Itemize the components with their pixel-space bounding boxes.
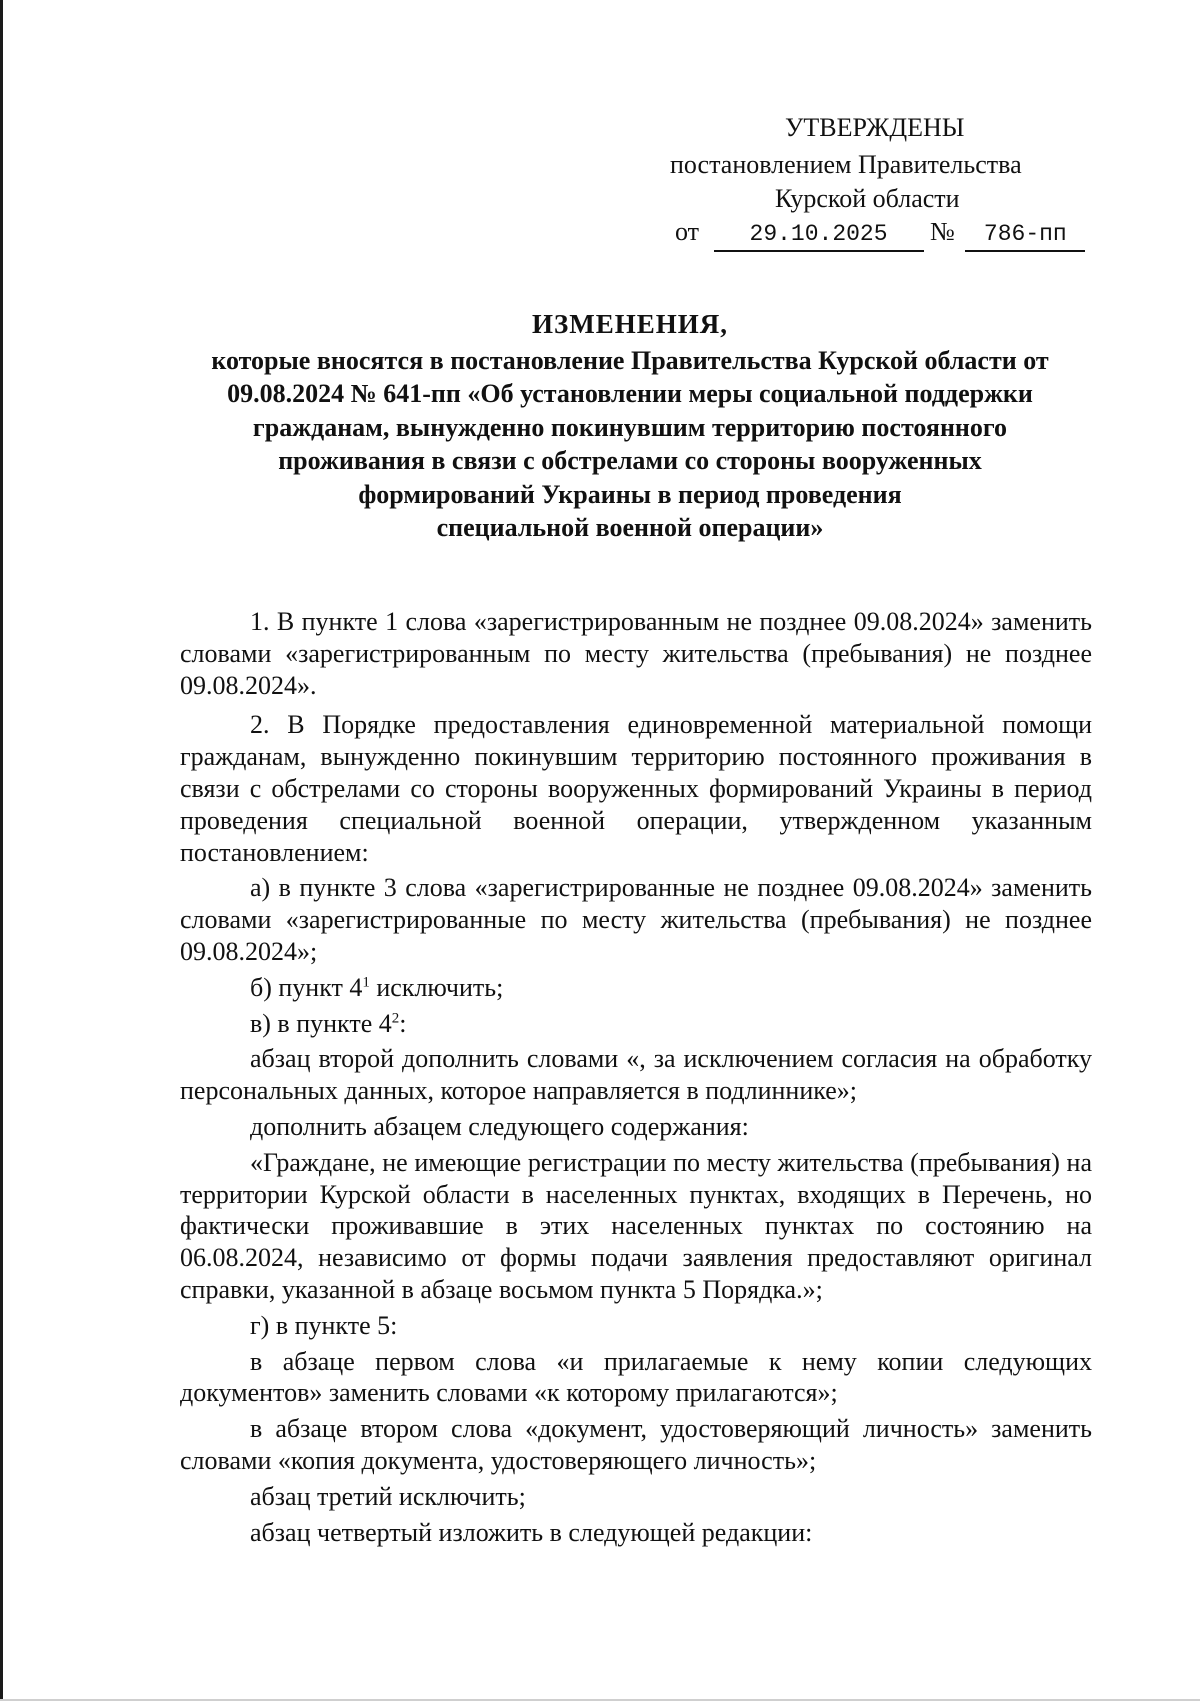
title-line: проживания в связи с обстрелами со стороны вооруженных — [278, 446, 982, 475]
paragraph-10: в абзаце первом слова «и прилагаемые к нему копии следующих документов» заменить словами «к которому прилагаются»; — [180, 1346, 1092, 1408]
approval-line-region: Курской области — [775, 184, 960, 213]
approval-date-line — [675, 216, 1085, 252]
p5-text: в) в пункте 4 — [250, 1008, 392, 1038]
approval-number: 786-пп — [965, 218, 1085, 252]
approval-date: 29.10.2025 — [714, 218, 924, 252]
title-line: 09.08.2024 № 641-пп «Об установлении меры социальной поддержки — [227, 379, 1033, 408]
paragraph-7: дополнить абзацем следующего содержания: — [250, 1111, 749, 1141]
date-prefix: от — [675, 217, 700, 246]
paragraph-11: в абзаце втором слова «документ, удостоверяющий личность» заменить словами «копия документа, удостоверяющего личность»; — [180, 1414, 1092, 1475]
title-line: гражданам, вынужденно покинувшим территорию постоянного — [252, 412, 1008, 442]
title-line: формирований Украины в период проведения — [358, 479, 902, 509]
p4-text: б) пункт 4 — [250, 972, 363, 1002]
paragraph-1: 1. В пункте 1 слова «зарегистрированным не позднее 09.08.2024» заменить словами «зарегистрированным по месту жительства (пребывания) не позднее 09.08.2024». — [180, 607, 1092, 700]
p5-text-end: : — [399, 1008, 407, 1038]
p4-text-end: исключить; — [369, 972, 504, 1002]
paragraph-4 — [180, 972, 1092, 1004]
number-label: № — [930, 217, 955, 246]
document-title — [170, 308, 1090, 545]
paragraph-5 — [180, 1008, 1092, 1040]
paragraph-8: «Граждане, не имеющие регистрации по месту жительства (пребывания) на территории Курской области в населенных пунктах, входящих в Перечень, но фактически проживавшие в этих населенных пунктах по состоянию на 06.08.2024, независимо от формы подачи заявления предоставляют оригинал справки, указанной в абзаце восьмом пункта 5 Порядка.»; — [180, 1147, 1092, 1304]
title-main: ИЗМЕНЕНИЯ, — [531, 309, 728, 339]
approval-line-resolution: постановлением Правительства — [670, 150, 1022, 179]
paragraph-6: абзац второй дополнить словами «, за исключением согласия на обработку персональных данных, которое направляется в подлиннике»; — [180, 1044, 1092, 1106]
document-body — [180, 606, 1092, 1552]
paragraph-12: абзац третий исключить; — [250, 1481, 526, 1511]
page-edge — [0, 0, 3, 1701]
paragraph-2: 2. В Порядке предоставления единовременной материальной помощи гражданам, вынужденно покинувшим территорию постоянного проживания в связи с обстрелами со стороны вооруженных формирований Украины в период проведения специальной военной операции, утвержденном указанным постановлением: — [180, 710, 1092, 867]
paragraph-3: а) в пункте 3 слова «зарегистрированные не позднее 09.08.2024» заменить словами «зарегистрированные по месту жительства (пребывания) не позднее 09.08.2024»; — [180, 873, 1092, 966]
title-line: специальной военной операции» — [436, 513, 824, 542]
approval-heading: УТВЕРЖДЕНЫ — [785, 113, 965, 142]
paragraph-13: абзац четвертый изложить в следующей редакции: — [250, 1517, 813, 1547]
p4-superscript: 1 — [362, 974, 370, 991]
paragraph-9: г) в пункте 5: — [250, 1310, 398, 1340]
title-line: которые вносятся в постановление Правительства Курской области от — [211, 345, 1049, 375]
p5-superscript: 2 — [391, 1009, 400, 1026]
